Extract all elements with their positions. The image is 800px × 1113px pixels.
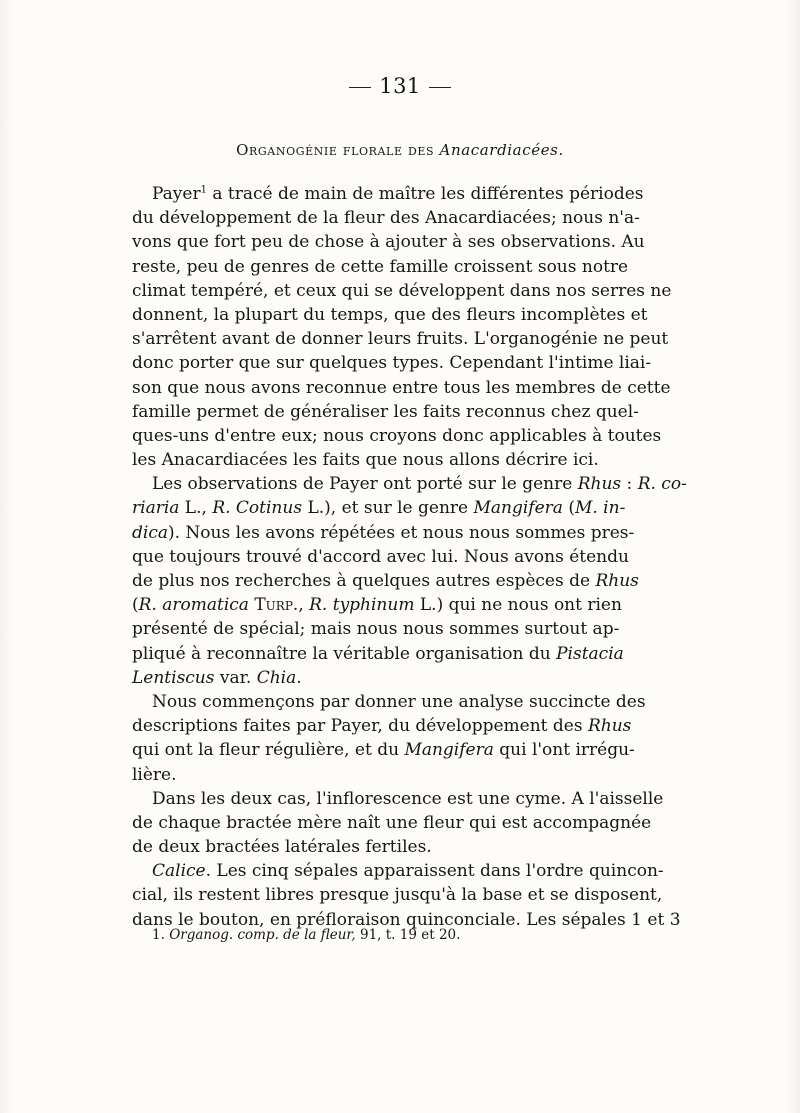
text-run: qui l'ont irrégu- (493, 740, 635, 761)
text-run: de deux bractées latérales fertiles. (132, 837, 432, 858)
text-line (132, 182, 644, 206)
text-run: de plus nos recherches à quelques autres espèces de (132, 571, 596, 591)
text-run: qui ont la fleur régulière, et du (132, 740, 405, 761)
text-run: du développement de la fleur des Anacardiacées; nous n'a- (132, 208, 640, 229)
text-run: L., (179, 498, 213, 519)
text-run: Nous commençons par donner une analyse succincte des (152, 691, 646, 712)
text-line (132, 859, 664, 883)
italic-run: R. typhinum (309, 595, 415, 616)
footnote (152, 926, 612, 944)
italic-run: Rhus (587, 716, 632, 737)
italic-run: Rhus (577, 474, 622, 495)
italic-run: R. co- (637, 474, 687, 495)
dash-left (349, 87, 371, 88)
text-run: donnent, la plupart du temps, que des fleurs incomplètes et (132, 304, 648, 325)
running-head-prefix: Organogénie florale des (236, 141, 435, 159)
footnote-marker: 1 (200, 184, 207, 196)
text-run: : (621, 474, 638, 495)
text-run: ( (562, 498, 575, 519)
text-run: ). Nous les avons répétées et nous nous sommes pres- (167, 522, 635, 543)
text-run: que toujours trouvé d'accord avec lui. Nous avons étendu (132, 546, 629, 567)
text-run: vons que fort peu de chose à ajouter à ses observations. Au (132, 232, 645, 253)
text-run: reste, peu de genres de cette famille croissent sous notre (132, 256, 629, 277)
italic-run: riaria (132, 498, 180, 519)
text-line (132, 690, 646, 714)
dash-right (429, 87, 451, 88)
text-line (132, 327, 669, 351)
text-line (132, 206, 640, 230)
italic-run: Lentiscus (132, 667, 215, 688)
text-run: cial, ils restent libres presque jusqu'à la base et se disposent, (132, 885, 663, 906)
text-run: famille permet de généraliser les faits reconnus chez quel- (132, 401, 639, 422)
text-line (132, 545, 629, 569)
text-run: lière. (132, 764, 177, 785)
text-run: L.), et sur le genre (302, 498, 474, 519)
text-run: climat tempéré, et ceux qui se développent dans nos serres ne (132, 280, 672, 301)
text-run: ( (132, 595, 139, 616)
italic-run: Mangifera (404, 740, 494, 761)
text-run: var. (214, 667, 257, 688)
running-head (0, 141, 800, 159)
text-run: les Anacardiacées les faits que nous allons décrire ici. (132, 450, 599, 471)
text-line (132, 351, 652, 375)
text-line (132, 617, 620, 641)
text-run: présenté de spécial; mais nous nous sommes surtout ap- (132, 619, 620, 640)
text-run: de chaque bractée mère naît une fleur qui est accompagnée (132, 812, 652, 833)
text-run: Dans les deux cas, l'inflorescence est une cyme. A l'aisselle (152, 788, 664, 809)
text-run: s'arrêtent avant de donner leurs fruits. L'organogénie ne peut (132, 329, 669, 350)
italic-run: Mangifera (473, 498, 563, 519)
text-run: son que nous avons reconnue entre tous les membres de cette (132, 377, 671, 398)
text-line (132, 424, 662, 448)
footnote-title: Organog. comp. de la fleur, (169, 927, 356, 943)
text-line (132, 763, 613, 787)
text-line (132, 883, 663, 907)
footnote-ref: 91, t. 19 et 20. (360, 927, 461, 943)
running-head-family: Anacardiacées. (439, 141, 564, 159)
text-line (132, 642, 624, 666)
text-run: pliqué à reconnaître la véritable organisation du (132, 643, 557, 664)
text-line (132, 787, 664, 811)
text-line (132, 666, 613, 690)
italic-run: Pistacia (556, 643, 624, 664)
italic-run: Calice (152, 861, 206, 882)
text-run: a tracé de main de maître les différentes périodes (206, 184, 644, 204)
text-run: . Les cinq sépales apparaissent dans l'ordre quincon- (205, 861, 664, 882)
text-line (132, 593, 622, 617)
text-run: descriptions faites par Payer, du développement des (132, 716, 588, 737)
footnote-number: 1. (152, 927, 165, 943)
text-line (132, 279, 672, 303)
text-line (132, 738, 635, 762)
text-run: dans le bouton, en préfloraison quinconciale. Les sépales 1 et 3 (132, 909, 681, 930)
text-run: donc porter que sur quelques types. Cependant l'intime liai- (132, 353, 652, 374)
page-number-value: 131 (379, 74, 421, 98)
text-line (132, 448, 613, 472)
text-run: . (296, 667, 302, 688)
italic-run: Rhus (595, 571, 639, 591)
text-run: , (298, 595, 310, 616)
text-line (132, 376, 671, 400)
text-line (132, 472, 687, 496)
italic-run: R. aromatica (138, 595, 249, 616)
italic-run: dica (132, 522, 168, 543)
text-line (132, 496, 626, 520)
italic-run: Chia (256, 667, 297, 688)
text-run: Turp. (254, 595, 299, 616)
text-line (132, 569, 639, 593)
text-line (132, 255, 629, 279)
text-line (132, 400, 639, 424)
body-text (132, 182, 687, 932)
page-number (0, 74, 800, 98)
text-run: L.) qui ne nous ont rien (414, 595, 622, 616)
text-run: ques-uns d'entre eux; nous croyons donc applicables à toutes (132, 425, 662, 446)
text-run: Payer (152, 184, 201, 204)
italic-run: M. in- (574, 498, 626, 519)
italic-run: R. Cotinus (212, 498, 303, 519)
text-line (132, 230, 645, 254)
text-line (132, 811, 652, 835)
text-line (132, 303, 648, 327)
text-line (132, 714, 632, 738)
text-run: Les observations de Payer ont porté sur le genre (152, 474, 578, 495)
text-line (132, 521, 635, 545)
text-line (132, 835, 613, 859)
